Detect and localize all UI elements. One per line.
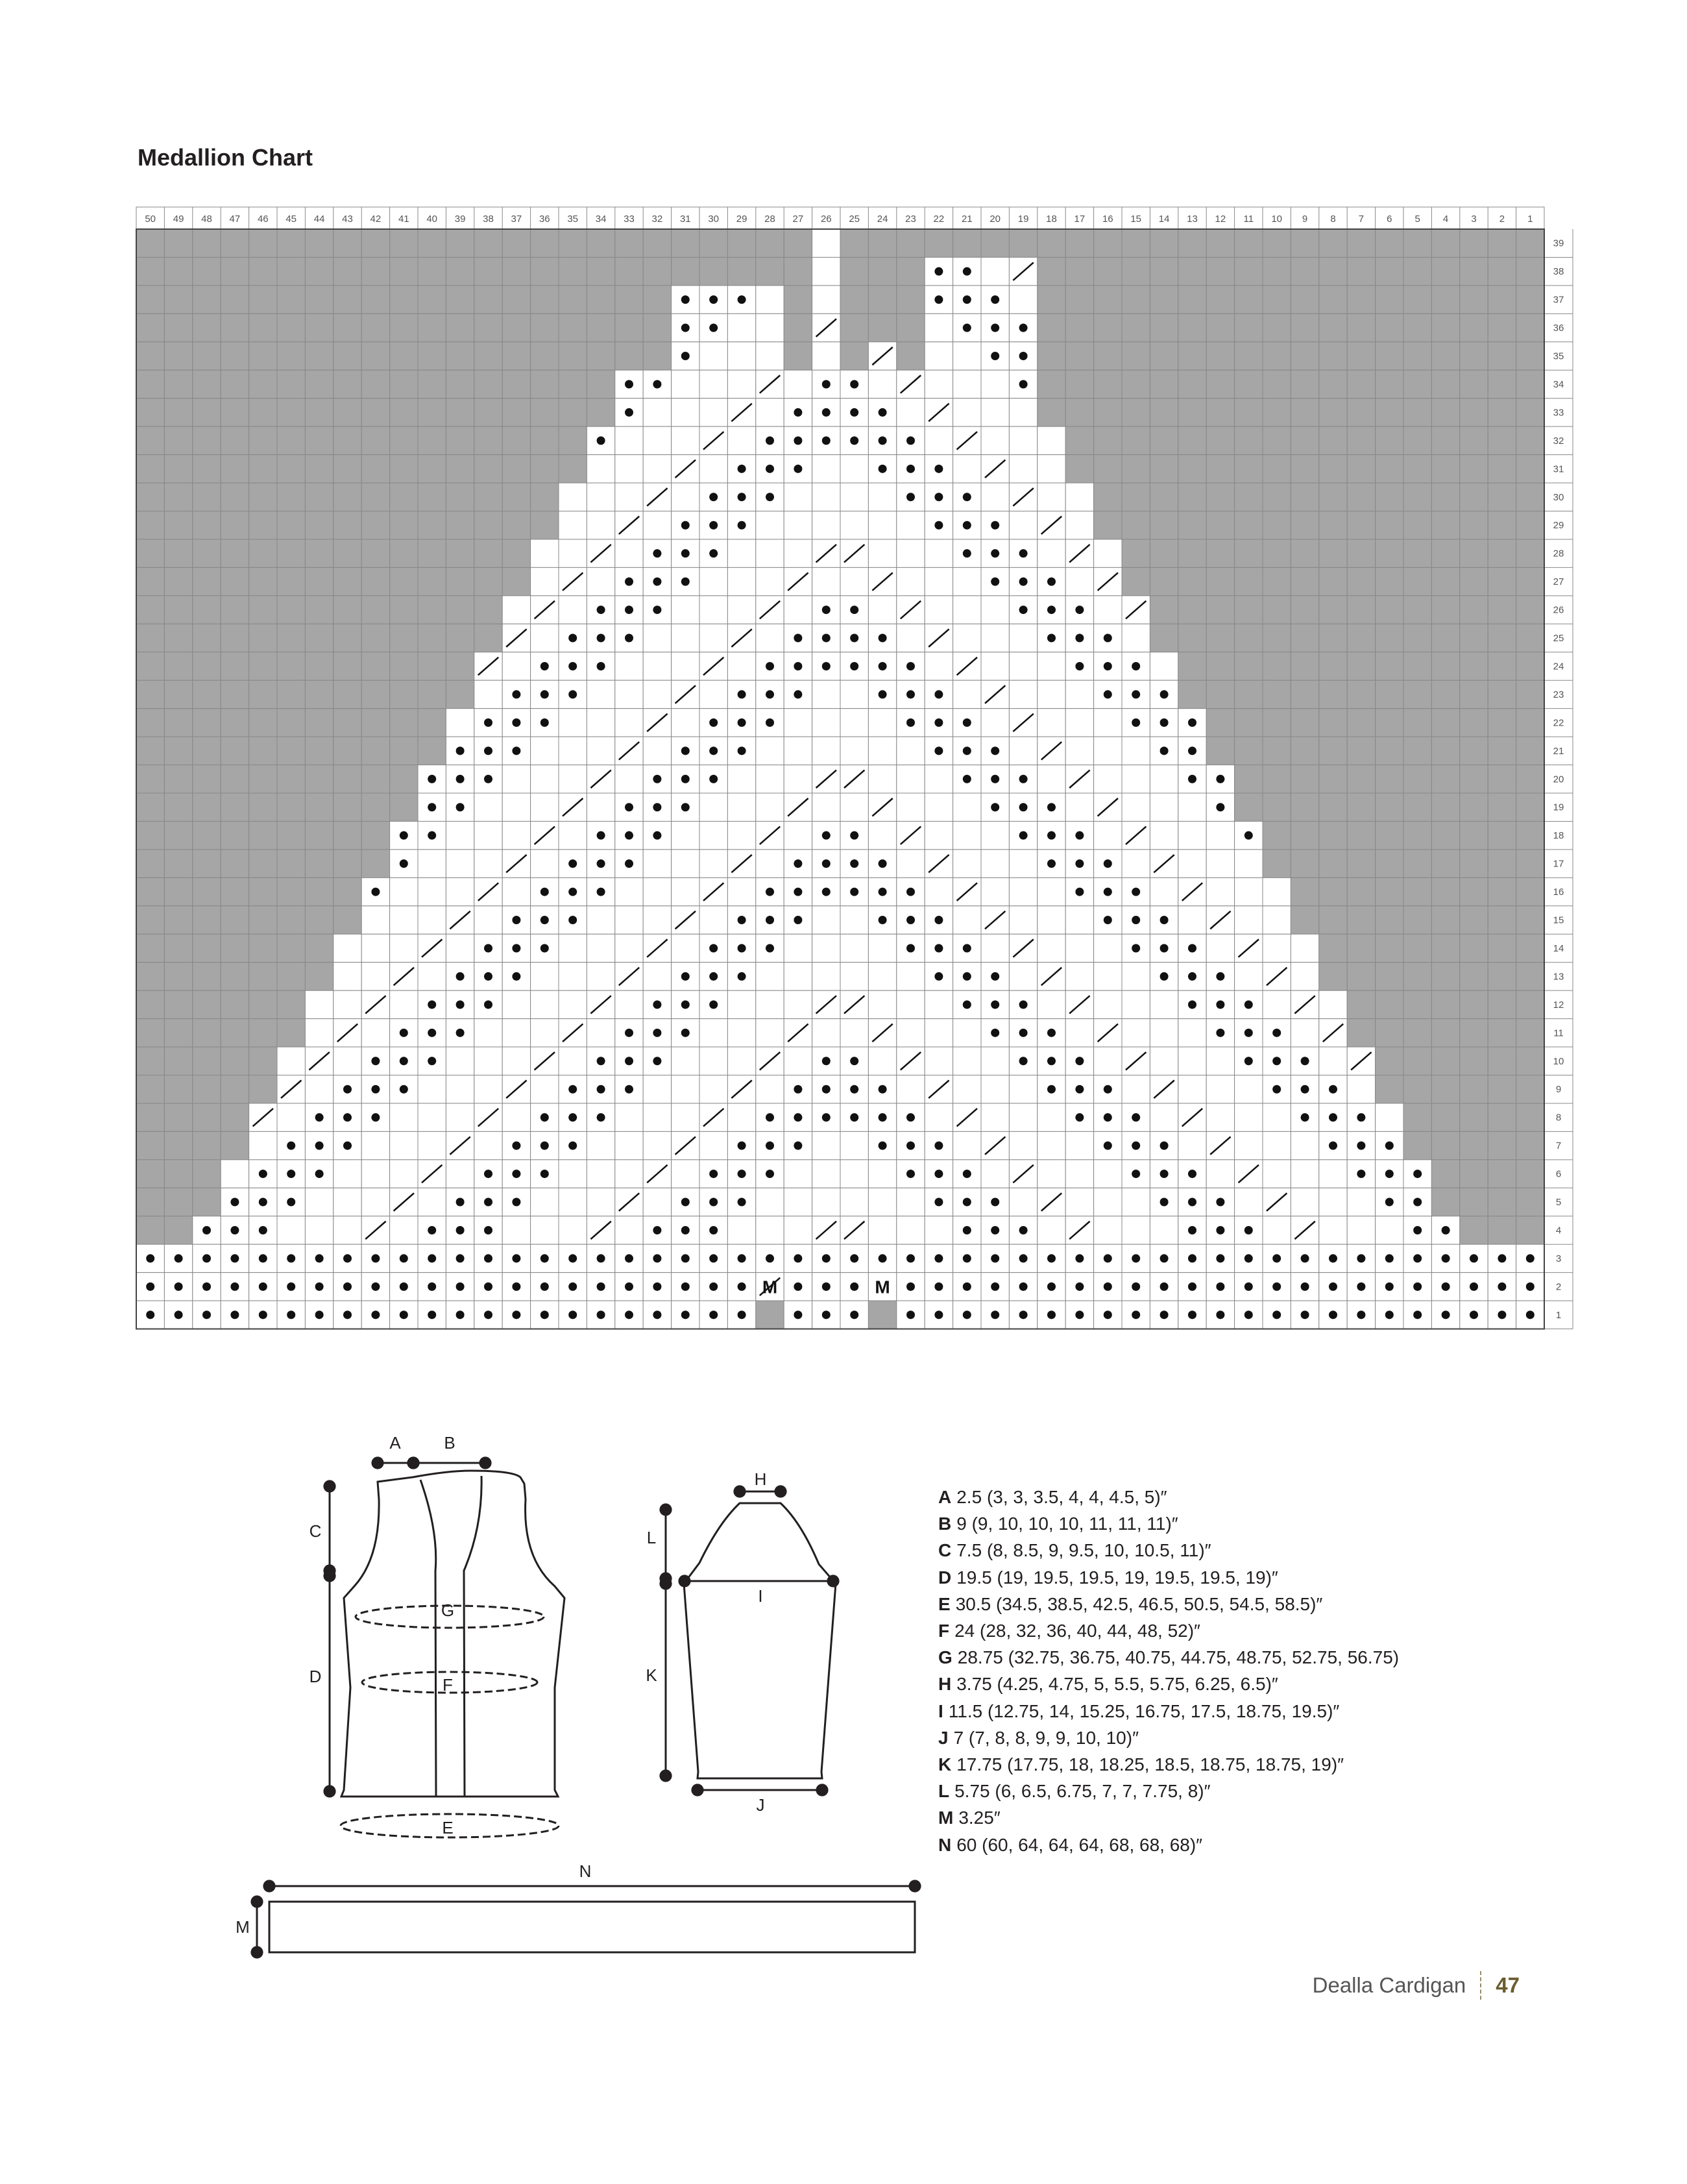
row-number: 24	[1553, 661, 1564, 672]
label-l: L	[646, 1528, 657, 1547]
row-number: 30	[1553, 491, 1564, 503]
label-b: B	[444, 1433, 455, 1453]
measurement-row: M 3.25″	[938, 1808, 1001, 1828]
column-number: 21	[961, 214, 973, 225]
row-number: 13	[1553, 971, 1564, 983]
row-number: 38	[1553, 266, 1564, 278]
column-number: 13	[1187, 214, 1198, 225]
column-number: 1	[1527, 214, 1533, 225]
row-number: 35	[1553, 350, 1564, 362]
row-number: 6	[1555, 1168, 1562, 1180]
row-number: 4	[1555, 1225, 1562, 1236]
measurement-row: B 9 (9, 10, 10, 10, 11, 11, 11)″	[938, 1514, 1178, 1534]
column-number: 25	[849, 214, 860, 225]
label-k: K	[646, 1665, 657, 1685]
label-g: G	[441, 1601, 455, 1620]
row-number: 31	[1553, 463, 1564, 475]
row-number: 9	[1555, 1084, 1562, 1096]
column-number: 47	[229, 214, 241, 225]
marker-symbol: M	[762, 1277, 778, 1297]
row-number: 25	[1553, 633, 1564, 644]
column-number: 26	[820, 214, 832, 225]
row-number: 16	[1553, 887, 1564, 898]
column-number: 39	[454, 214, 466, 225]
measurement-row: L 5.75 (6, 6.5, 6.75, 7, 7, 7.75, 8)″	[938, 1781, 1211, 1802]
column-number: 2	[1499, 214, 1505, 225]
band-schematic	[257, 1886, 915, 1952]
row-number: 18	[1553, 830, 1564, 842]
row-number: 21	[1553, 745, 1564, 757]
row-number: 37	[1553, 294, 1564, 306]
column-number: 10	[1271, 214, 1283, 225]
column-number: 46	[257, 214, 269, 225]
row-number: 28	[1553, 548, 1564, 559]
measurement-row: D 19.5 (19, 19.5, 19.5, 19, 19.5, 19.5, 19)″	[938, 1567, 1278, 1588]
marker-symbol: M	[875, 1277, 890, 1297]
column-number: 20	[989, 214, 1001, 225]
row-number: 33	[1553, 407, 1564, 419]
column-number: 44	[313, 214, 325, 225]
measurement-row: A 2.5 (3, 3, 3.5, 4, 4, 4.5, 5)″	[938, 1487, 1167, 1507]
column-number: 31	[679, 214, 691, 225]
column-number: 27	[792, 214, 804, 225]
column-number: 16	[1102, 214, 1113, 225]
row-number: 29	[1553, 520, 1564, 532]
column-number: 6	[1387, 214, 1392, 225]
label-c: C	[309, 1521, 322, 1541]
column-number: 4	[1442, 214, 1449, 225]
column-number: 43	[342, 214, 353, 225]
column-number: 12	[1215, 214, 1226, 225]
column-number: 50	[145, 214, 156, 225]
label-d: D	[309, 1667, 322, 1686]
row-number: 10	[1553, 1055, 1564, 1067]
row-number: 15	[1553, 914, 1564, 926]
column-number: 40	[426, 214, 438, 225]
column-number: 34	[595, 214, 607, 225]
body-schematic	[330, 1463, 564, 1837]
label-h: H	[754, 1469, 767, 1489]
row-number: 8	[1555, 1112, 1562, 1123]
measurement-row: H 3.75 (4.25, 4.75, 5, 5.5, 5.75, 6.25, 6.5)″	[938, 1674, 1278, 1695]
label-a: A	[389, 1433, 401, 1453]
row-number: 20	[1553, 774, 1564, 785]
column-number: 11	[1243, 214, 1254, 225]
column-number: 14	[1158, 214, 1170, 225]
column-number: 38	[483, 214, 494, 225]
row-number: 2	[1555, 1281, 1562, 1293]
row-number: 19	[1553, 802, 1564, 813]
column-number: 42	[370, 214, 382, 225]
label-m: M	[236, 1917, 250, 1937]
measurements-list	[938, 1484, 1399, 1858]
measurement-row: N 60 (60, 64, 64, 64, 68, 68, 68)″	[938, 1834, 1203, 1855]
measurement-row: C 7.5 (8, 8.5, 9, 9.5, 10, 10.5, 11)″	[938, 1540, 1211, 1561]
page-number: 47	[1496, 1973, 1520, 1997]
column-number: 22	[933, 214, 945, 225]
row-number: 32	[1553, 435, 1564, 447]
row-number: 5	[1555, 1197, 1562, 1209]
row-number: 27	[1553, 576, 1564, 588]
column-number: 33	[624, 214, 635, 225]
page-footer	[1313, 1971, 1520, 2000]
row-number: 26	[1553, 604, 1564, 616]
column-number: 7	[1358, 214, 1365, 225]
column-number: 45	[285, 214, 297, 225]
row-number: 11	[1553, 1027, 1564, 1039]
measurement-row: G 28.75 (32.75, 36.75, 40.75, 44.75, 48.75, 52.75, 56.75)	[938, 1647, 1400, 1668]
row-number: 34	[1553, 378, 1564, 390]
row-number: 14	[1553, 942, 1564, 954]
column-number: 5	[1414, 214, 1420, 225]
column-number: 41	[398, 214, 409, 225]
label-i: I	[758, 1586, 763, 1606]
column-number: 32	[651, 214, 663, 225]
column-number: 30	[708, 214, 720, 225]
row-number: 1	[1555, 1309, 1562, 1321]
column-number: 9	[1302, 214, 1308, 225]
page-title: Medallion Chart	[138, 144, 313, 171]
column-number: 36	[539, 214, 550, 225]
row-number: 3	[1555, 1253, 1562, 1264]
label-e: E	[442, 1818, 454, 1837]
column-number: 3	[1471, 214, 1477, 225]
row-number: 7	[1555, 1140, 1562, 1152]
label-n: N	[579, 1861, 592, 1881]
column-number: 49	[173, 214, 184, 225]
sleeve-schematic	[666, 1491, 836, 1790]
column-number: 37	[511, 214, 522, 225]
row-number: 17	[1553, 858, 1564, 870]
column-number: 15	[1130, 214, 1142, 225]
row-number: 12	[1553, 999, 1564, 1011]
measurement-row: I 11.5 (12.75, 14, 15.25, 16.75, 17.5, 18.75, 19.5)″	[938, 1700, 1340, 1721]
column-number: 8	[1330, 214, 1336, 225]
column-number: 24	[877, 214, 888, 225]
label-f: F	[443, 1675, 453, 1695]
column-number: 23	[905, 214, 916, 225]
row-number: 36	[1553, 323, 1564, 334]
footer-divider	[1480, 1971, 1481, 2000]
column-number: 18	[1046, 214, 1057, 225]
column-number: 48	[201, 214, 212, 225]
row-number: 22	[1553, 717, 1564, 729]
measurement-row: E 30.5 (34.5, 38.5, 42.5, 46.5, 50.5, 54.5, 58.5)″	[938, 1593, 1323, 1614]
label-j: J	[756, 1795, 765, 1815]
footer-title: Dealla Cardigan	[1312, 1973, 1466, 1997]
column-number: 28	[764, 214, 775, 225]
column-number: 29	[736, 214, 747, 225]
measurement-row: F 24 (28, 32, 36, 40, 44, 48, 52)″	[938, 1621, 1200, 1641]
measurement-row: K 17.75 (17.75, 18, 18.25, 18.5, 18.75, 18.75, 19)″	[938, 1754, 1344, 1775]
column-number: 35	[567, 214, 579, 225]
row-number: 23	[1553, 689, 1564, 700]
column-number: 17	[1074, 214, 1086, 225]
row-number: 39	[1553, 238, 1564, 249]
column-number: 19	[1017, 214, 1029, 225]
measurement-row: J 7 (7, 8, 8, 9, 9, 10, 10)″	[938, 1727, 1139, 1748]
